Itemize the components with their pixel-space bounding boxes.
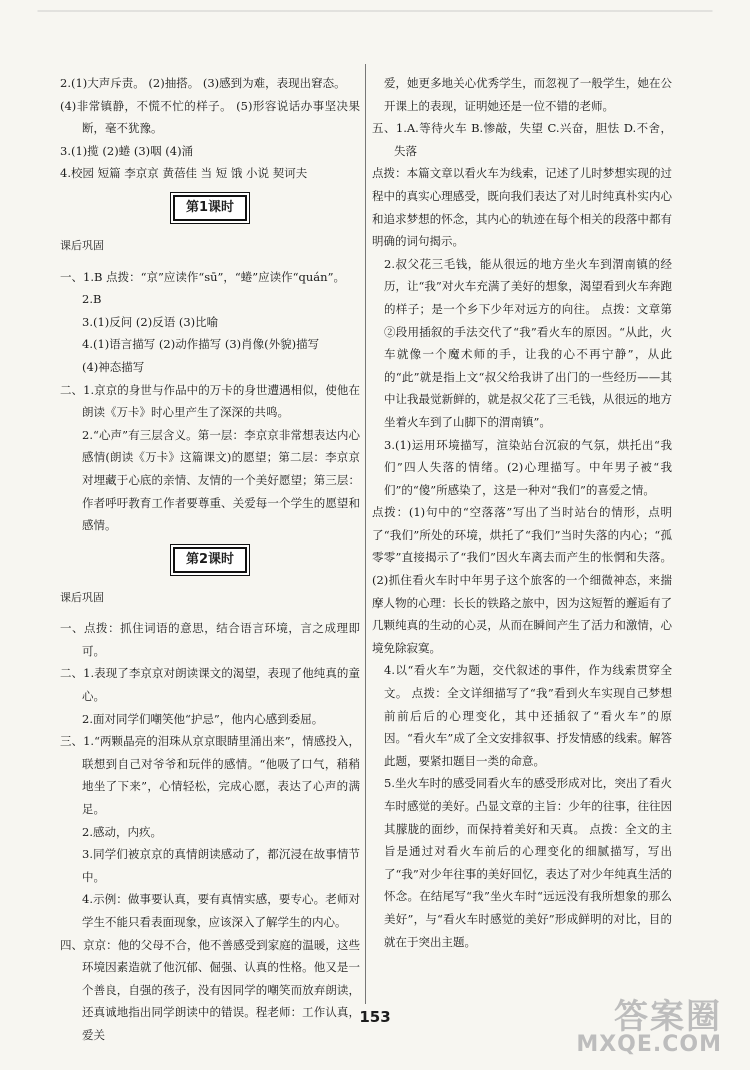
- answer-item: 二、1.表现了李京京对朗读课文的渴望，表现了他纯真的童心。: [60, 666, 360, 704]
- page-number: 153: [359, 1008, 391, 1026]
- answer-item: 4.以“看火车”为题，交代叙述的事件，作为线索贯穿全文。 点拨：全文详细描写了“我”看到火车实现自己梦想前前后后的心理变化，其中还插叙了“看火车”的原因。“看火车”成了全文安排叙事、抒发情感的线索。解答此题，要紧扣题目一类的命意。: [384, 663, 672, 768]
- answer-item: 3.(1)反问 (2)反语 (3)比喻: [82, 314, 219, 329]
- column-divider: [365, 64, 366, 1004]
- answer-item: 二、1.京京的身世与作品中的万卡的身世遭遇相似，使他在朗读《万卡》时心里产生了深深的共鸣。: [60, 382, 360, 420]
- answer-item: 一、1.B 点拨：“京”应读作“sū”，“蜷”应读作“quán”。: [60, 269, 345, 284]
- watermark-line-1: 答案圈: [614, 997, 722, 1037]
- answer-continuation: 爱，她更多地关心优秀学生，而忽视了一般学生，她在公开课上的表现，证明她还是一位不错的老师。: [384, 76, 672, 113]
- answer-item: 4.校园 短篇 李京京 黄蓓佳 当 短 饿 小说 契诃夫: [60, 166, 308, 181]
- watermark-logo: [576, 997, 722, 1057]
- answer-item: 三、1.“两颗晶亮的泪珠从京京眼睛里涌出来”，情感投入，联想到自己对爷爷和玩伴的感情。“他吸了口气，稍稍地坐了下来”，心情轻松，完成心愿，表达了心声的满足。: [60, 734, 360, 817]
- answer-item: 3.(1)揽 (2)蜷 (3)咽 (4)涌: [60, 143, 194, 158]
- section-label: 课后巩固: [60, 590, 104, 604]
- answer-item: 2.(1)大声斥责。 (2)抽搭。 (3)感到为难，表现出窘态。: [60, 76, 346, 90]
- section-label: 课后巩固: [60, 238, 104, 252]
- answer-item: 2.感动，内疚。: [82, 824, 162, 839]
- answer-item: (4)非常镇静，不慌不忙的样子。 (5)形容说话办事坚决果断，毫不犹豫。: [60, 98, 360, 136]
- answer-item: 5.坐火车时的感受同看火车的感受形成对比，突出了看火车时感觉的美好。凸显文章的主旨：少年的往事，往往因其朦胧的面纱，而保持着美好和天真。 点拨：全文的主旨是通过对看火车前后的心理变化的细腻描写，写出了“我”对少年往事的美好回忆，表达了对少年纯真生活的怀念。在结尾写“我”坐火车时“远远没有我所想象的那么美好”，与“看火车时感觉的美好”形成鲜明的对比，目的就在于突出主题。: [384, 776, 672, 949]
- answer-item: 4.示例：做事要认真，要有真情实感，要专心。老师对学生不能只看表面现象，应该深入了解学生的内心。: [82, 892, 360, 929]
- answer-item: 五、1.A.等待火车 B.惨敲，失望 C.兴奋，胆怯 D.不舍，失落: [372, 121, 672, 158]
- lesson-2-heading: 第2课时: [173, 547, 247, 573]
- lesson-1-heading: 第1课时: [173, 195, 247, 221]
- answer-item: 4.(1)语言描写 (2)动作描写 (3)肖像(外貌)描写: [82, 337, 320, 352]
- answer-item: 2.面对同学们嘲笑他“护忌”，他内心感到委屈。: [82, 711, 324, 726]
- answer-item: 2.“心声”有三层含义。第一层：李京京非常想表达内心感情(朗读《万卡》这篇课文)的愿望；第二层：李京京对埋藏于心底的亲情、友情的一个美好愿望；第三层：作者呼吁教育工作者要尊重、关爱每一个学生的愿望和感情。: [82, 427, 360, 533]
- answer-item: 四、京京：他的父母不合，他不善感受到家庭的温暖，这些环境因素造就了他沉郁、倔强、认真的性格。他又是一个善良，自强的孩子，没有因同学的嘲笑而放弃朗读，还真诚地指出同学朗读中的错误。程老师：工作认真，爱关: [60, 937, 360, 1042]
- answer-item: 一、点拨：抓住词语的意思，结合语言环境，言之成理即可。: [60, 621, 360, 658]
- right-column: [372, 72, 672, 953]
- answer-item: 2.B: [82, 292, 102, 307]
- answer-item: 3.(1)运用环境描写，渲染站台沉寂的气氛，烘托出“我们”四人失落的情绪。(2)心理描写。中年男子被“我们”的“傻”所感染了，这是一种对“我们”的喜爱之情。: [384, 437, 672, 497]
- answer-item: (4)神态描写: [82, 359, 145, 374]
- scan-top-edge: [0, 10, 750, 12]
- answer-note: 点拨：(1)句中的“空落落”写出了当时站台的情形，点明了“我们”所处的环境，烘托了“我们”当时失落的内心；“孤零零”直接揭示了“我们”因火车离去而产生的怅惘和失落。(2)抓住看火车时中年男子这个旅客的一个细微神态，来揣摩人物的心理：长长的铁路之旅中，因为这短暂的邂逅有了几颗纯真的生动的心灵，从而在瞬间产生了活力和激情，心境免除寂寞。: [372, 505, 672, 655]
- answer-note: 点拨：本篇文章以看火车为线索，记述了儿时梦想实现的过程中的真实心理感受，既向我们表达了对儿时纯真朴实内心和追求梦想的怀念，其内心的轨迹在每个相关的段落中都有明确的词句揭示。: [372, 166, 672, 249]
- left-column: [60, 72, 360, 1047]
- answer-item: 2.叔父花三毛钱，能从很远的地方坐火车到渭南镇的经历，让“我”对火车充满了美好的想象，渴望看到火车奔跑的样子；是一个乡下少年对远方的向往。 点拨：文章第②段用插叙的手法交代了“我”看火车的原因。“从此，火车就像一个魔术师的手，让我的心不再宁静”，从此的“此”就是指上文“叔父给我讲了出门的一些经历——其中让我最觉新鲜的，就是叔父花了三毛钱，从很远的地方坐着火车到了山脚下的渭南镇”。: [384, 256, 672, 429]
- answer-item: 3.同学们被京京的真情朗读感动了，都沉浸在故事情节中。: [82, 847, 360, 884]
- watermark-line-2: MXQE.COM: [576, 1032, 722, 1057]
